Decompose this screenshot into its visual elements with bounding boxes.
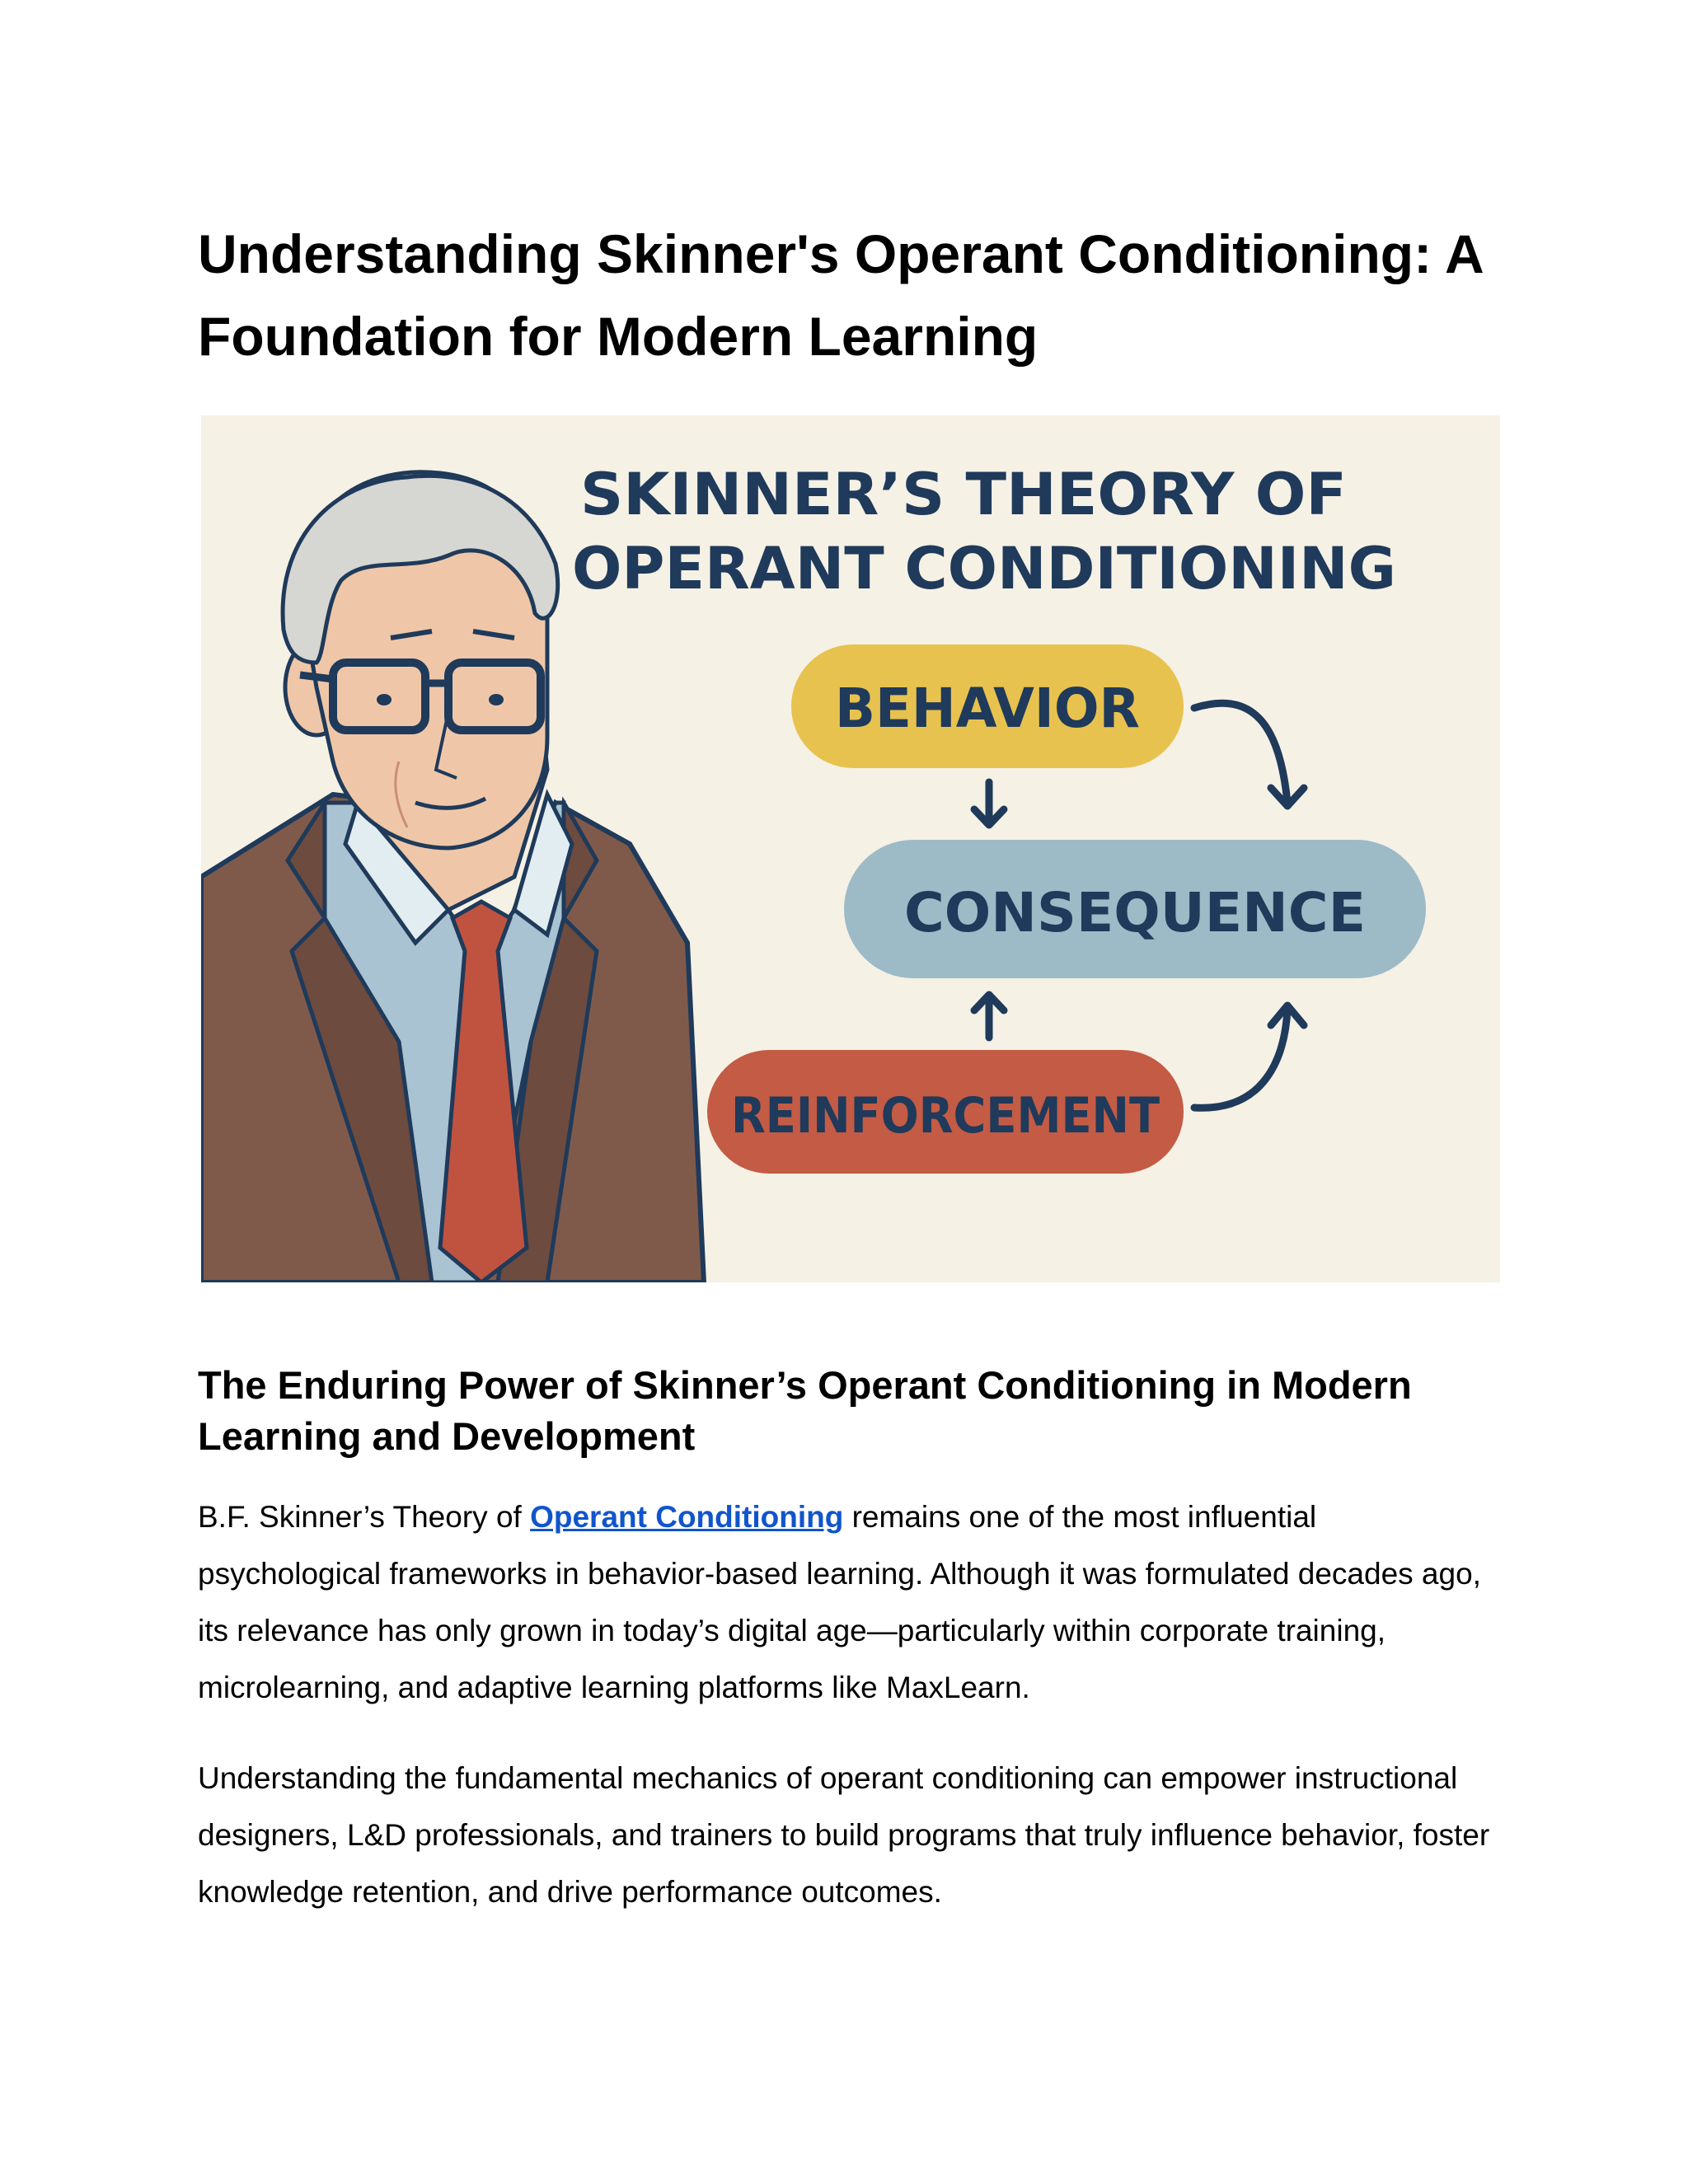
consequence-label: CONSEQUENCE [904,881,1366,944]
skinner-diagram [201,415,1500,1282]
intro-text-after: remains one of the most influential psychological frameworks in behavior-based learning. Although it was formulated decades ago, its relevance has only grown in today’s digital age—particularly within corporate training, microlearning, and adaptive learning platforms like MaxLearn. [198,1500,1481,1704]
arrow-down-icon [974,782,1004,825]
intro-text-before: B.F. Skinner’s Theory of [198,1500,531,1534]
operant-conditioning-link[interactable]: Operant Conditioning [530,1500,844,1534]
curved-arrow-up-icon [1194,1005,1304,1108]
hero-illustration [201,415,1500,1282]
page-title: Understanding Skinner's Operant Conditioning: A Foundation for Modern Learning [198,223,1483,367]
intro-paragraph [198,1488,1500,1716]
section-heading: The Enduring Power of Skinner’s Operant Conditioning in Modern Learning and Development [198,1363,1412,1458]
second-paragraph: Understanding the fundamental mechanics of operant conditioning can empower instructional designers, L&D professionals, and trainers to build programs that truly influence behavior, foster knowledge retention, and drive performance outcomes. [198,1761,1490,1909]
reinforcement-label: REINFORCEMENT [731,1087,1160,1145]
figure-heading-line1: SKINNER’S THEORY OF [580,461,1347,528]
behavior-label: BEHAVIOR [835,677,1140,740]
figure-heading-line2: OPERANT CONDITIONING [572,535,1396,602]
curved-arrow-down-icon [1194,703,1304,806]
arrow-up-icon [974,995,1004,1038]
